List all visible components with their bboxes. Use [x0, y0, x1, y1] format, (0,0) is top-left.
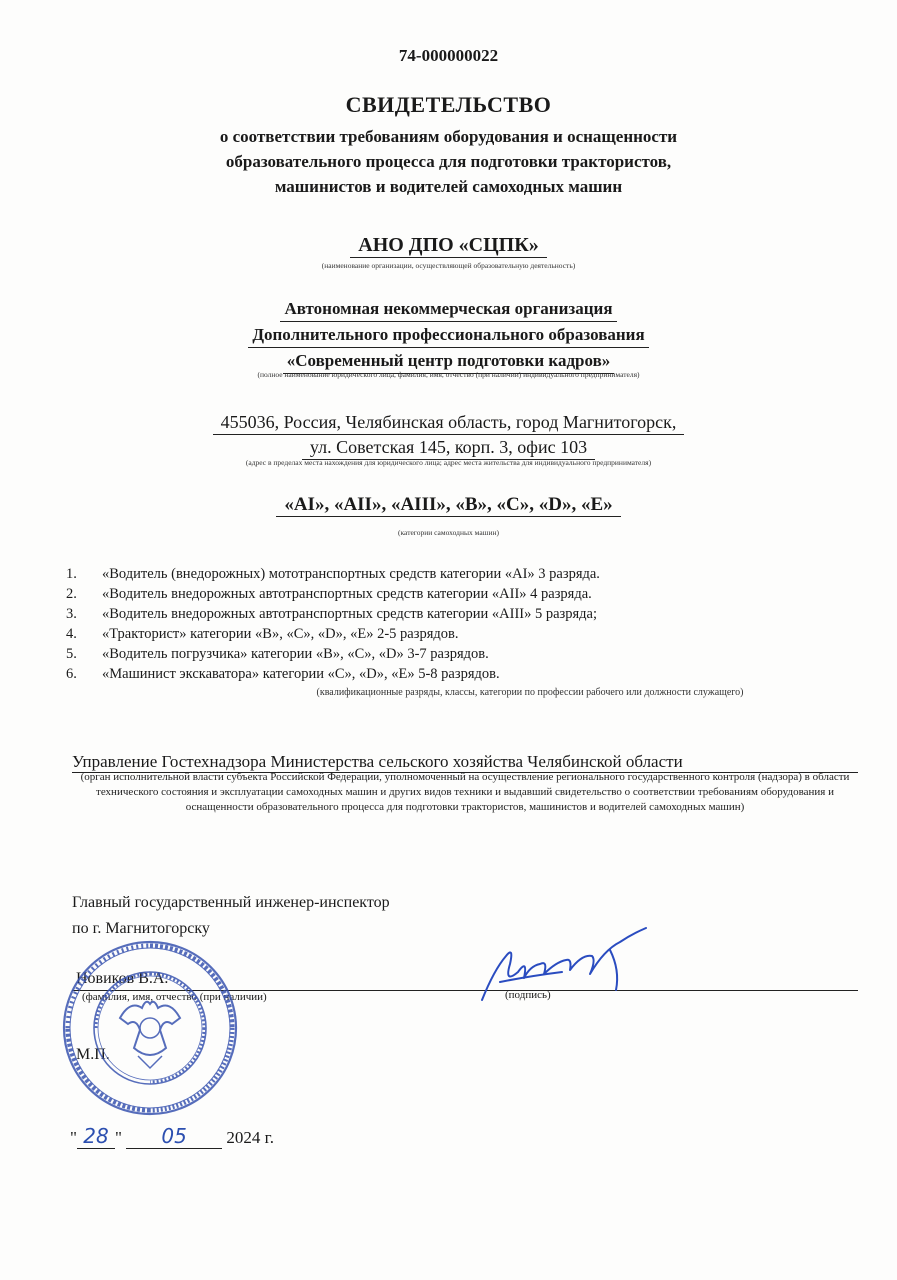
- address-hint: (адрес в пределах места нахождения для юридического лица; адрес места жительства для индивидуального предпринимателя): [245, 458, 652, 467]
- address-line: 455036, Россия, Челябинская область, город Магнитогорск,: [213, 410, 685, 435]
- official-seal-icon: [60, 938, 240, 1118]
- authority-hint: (орган исполнительной власти субъекта Российской Федерации, уполномоченный на осуществление регионального государственного контроля (надзора) в области технического состояния и эксплуатации самоходных машин и других видов техники и выдавший свидетельство о соответствии требованиям оборудования и оснащенности образовательного процесса для подготовки трактористов, машинистов и водителей самоходных машин): [80, 771, 850, 813]
- name-hint: (фамилия, имя, отчество (при наличии): [82, 991, 267, 1003]
- date-day: 28: [77, 1124, 115, 1149]
- vehicle-categories: [0, 494, 897, 517]
- date-year: 2024 г.: [226, 1128, 274, 1147]
- seal-place-label: М.П.: [76, 1046, 110, 1063]
- subtitle-line: машинистов и водителей самоходных машин: [274, 177, 623, 196]
- organization-short-name-value: АНО ДПО «СЦПК»: [350, 234, 547, 258]
- organization-full-hint: (полное наименование юридического лица, фамилия, имя, отчество (при наличии) индивидуального предпринимателя): [257, 370, 640, 379]
- list-item: 1. «Водитель (внедорожных) мототранспортных средств категории «AI» 3 разряда.: [66, 566, 600, 582]
- qualifications-hint: (квалификационные разряды, классы, категории по профессии рабочего или должности служащего): [316, 687, 744, 698]
- inspector-signature-icon: [470, 920, 660, 1010]
- organization-full-name: [0, 296, 897, 374]
- list-item: 5. «Водитель погрузчика» категории «B», «C», «D» 3-7 разрядов.: [66, 646, 489, 662]
- organization-address: [0, 410, 897, 460]
- list-item: 2. «Водитель внедорожных автотранспортных средств категории «AII» 4 разряда.: [66, 586, 592, 602]
- organization-short-hint: (наименование организации, осуществляющей образовательную деятельность): [321, 261, 576, 270]
- document-title: СВИДЕТЕЛЬСТВО: [345, 92, 552, 117]
- list-item: 3. «Водитель внедорожных автотранспортных средств категории «AIII» 5 разряда;: [66, 606, 598, 622]
- address-line: ул. Советская 145, корп. 3, офис 103: [302, 435, 595, 460]
- date-month: 05: [126, 1124, 222, 1149]
- certificate-number: 74-000000022: [398, 46, 499, 65]
- authority-name: Управление Гостехнадзора Министерства сельского хозяйства Челябинской области: [72, 752, 858, 773]
- list-item: 4. «Тракторист» категории «B», «C», «D», «E» 2-5 разрядов.: [66, 626, 459, 642]
- vehicle-categories-value: «AI», «AII», «AIII», «B», «C», «D», «E»: [276, 494, 620, 517]
- qualifications-list: [66, 564, 600, 684]
- categories-hint: (категории самоходных машин): [398, 528, 499, 537]
- signature-hint: (подпись): [505, 989, 551, 1001]
- list-item: 6. «Машинист экскаватора» категории «C», «D», «E» 5-8 разрядов.: [66, 666, 500, 682]
- org-full-line: «Современный центр подготовки кадров»: [283, 348, 615, 374]
- document-subtitle: [0, 124, 897, 199]
- org-full-line: Дополнительного профессионального образования: [248, 322, 648, 348]
- subtitle-line: о соответствии требованиям оборудования и оснащенности: [219, 127, 678, 146]
- issue-date: " 28 " 05 2024 г.: [70, 1124, 274, 1148]
- organization-short-name: [0, 234, 897, 258]
- inspector-position: Главный государственный инженер-инспектор по г. Магнитогорску: [72, 894, 390, 937]
- subtitle-line: образовательного процесса для подготовки трактористов,: [225, 152, 672, 171]
- inspector-name: Новиков В.А.: [76, 970, 169, 987]
- org-full-line: Автономная некоммерческая организация: [280, 296, 616, 322]
